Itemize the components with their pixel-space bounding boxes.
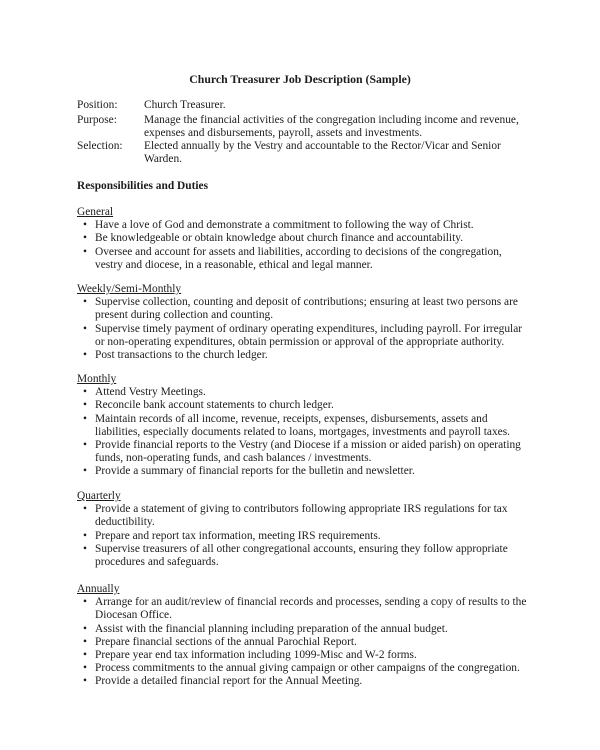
list-item-text: Prepare year end tax information including 1099-Misc and W-2 forms. [95,649,417,662]
section-weekly [77,283,527,362]
list-item [77,662,527,675]
list-item-text: Prepare financial sections of the annual Parochial Report. [95,635,357,648]
list-item [77,623,527,636]
field-label: Purpose: [77,114,117,126]
list-item [77,219,527,232]
bullet-list [77,296,527,362]
bullet-icon: • [83,386,87,399]
bullet-list [77,386,527,478]
list-item [77,232,527,245]
field-label: Position: [77,99,118,111]
list-item-text: Process commitments to the annual giving campaign or other campaigns of the congregation. [95,662,520,675]
list-item-text: Arrange for an audit/review of financial records and processes, sending a copy of results to the Diocesan Office. [95,596,527,622]
list-item-text: Attend Vestry Meetings. [95,386,206,399]
section-quarterly [77,490,527,569]
field-value: Manage the financial activities of the congregation including income and revenue, expenses and disbursements, payroll, assets and investments. [144,114,519,140]
list-item-text: Supervise collection, counting and deposit of contributions; ensuring at least two persons are present during collection and counting. [95,296,518,322]
list-item [77,530,527,543]
list-item [77,465,527,478]
section-monthly [77,373,527,479]
bullet-list [77,219,527,272]
section-title: General [77,206,114,218]
list-item-text: Oversee and account for assets and liabilities, according to decisions of the congregation, vestry and diocese, in a reasonable, ethical and legal manner. [95,245,502,271]
section-title: Annually [77,583,120,595]
bullet-icon: • [83,662,87,675]
bullet-icon: • [83,412,87,425]
list-item-text: Have a love of God and demonstrate a commitment to following the way of Christ. [95,219,474,232]
bullet-icon: • [83,675,87,688]
section-title: Quarterly [77,490,121,502]
bullet-icon: • [83,503,87,516]
bullet-icon: • [83,596,87,609]
document-title: Church Treasurer Job Description (Sample) [189,72,411,86]
list-item-text: Assist with the financial planning including preparation of the annual budget. [95,622,448,635]
field-label: Selection: [77,140,123,152]
bullet-icon: • [83,322,87,335]
bullet-icon: • [83,635,87,648]
list-item-text: Provide a summary of financial reports for the bulletin and newsletter. [95,465,415,478]
list-item-text: Be knowledgeable or obtain knowledge about church finance and accountability. [95,232,464,245]
list-item [77,386,527,399]
field-purpose [77,114,537,140]
field-value: Church Treasurer. [144,99,226,111]
bullet-icon: • [83,232,87,245]
list-item [77,296,527,322]
bullet-icon: • [83,622,87,635]
list-item [77,596,527,622]
bullet-icon: • [83,219,87,232]
section-general [77,206,527,272]
list-item [77,246,527,272]
list-item [77,399,527,412]
list-item-text: Provide a statement of giving to contributors following appropriate IRS regulations for tax deductibility. [95,503,508,529]
field-selection [77,140,537,166]
field-value: Elected annually by the Vestry and accountable to the Rector/Vicar and Senior Warden. [144,140,501,166]
list-item-text: Supervise treasurers of all other congregational accounts, ensuring they follow appropriate procedures and safeguards. [95,542,508,569]
bullet-icon: • [83,465,87,478]
list-item [77,649,527,662]
bullet-icon: • [83,349,87,362]
section-title: Weekly/Semi-Monthly [77,283,182,295]
list-item-text: Maintain records of all income, revenue, receipts, expenses, disbursements, assets and liabilities, especially documents related to loans, mortgages, investments and payroll taxes. [95,412,511,438]
list-item-text: Supervise timely payment of ordinary operating expenditures, including payroll. For irregular or non-operating expenditures, obtain permission or approval of the appropriate authority. [95,322,523,348]
list-item-text: Reconcile bank account statements to church ledger. [95,399,334,412]
bullet-icon: • [83,399,87,412]
responsibilities-heading: Responsibilities and Duties [77,180,209,192]
list-item-text: Provide a detailed financial report for the Annual Meeting. [95,675,363,688]
list-item [77,439,527,465]
list-item-text: Post transactions to the church ledger. [95,349,268,362]
bullet-icon: • [83,649,87,662]
list-item [77,413,527,439]
list-item-text: Provide financial reports to the Vestry (and Diocese if a mission or aided parish) on operating funds, non-operating funds, and cash balances / investments. [95,439,521,465]
list-item [77,349,527,362]
list-item-text: Prepare and report tax information, meeting IRS requirements. [95,529,381,542]
bullet-icon: • [83,529,87,542]
list-item [77,323,527,349]
list-item [77,636,527,649]
list-item [77,675,527,688]
bullet-icon: • [83,439,87,452]
bullet-icon: • [83,245,87,258]
bullet-list [77,503,527,569]
bullet-icon: • [83,296,87,309]
list-item [77,543,527,569]
bullet-icon: • [83,542,87,555]
field-position [77,99,537,112]
bullet-list [77,596,527,688]
list-item [77,503,527,529]
section-title: Monthly [77,373,117,385]
section-annually [77,583,527,689]
